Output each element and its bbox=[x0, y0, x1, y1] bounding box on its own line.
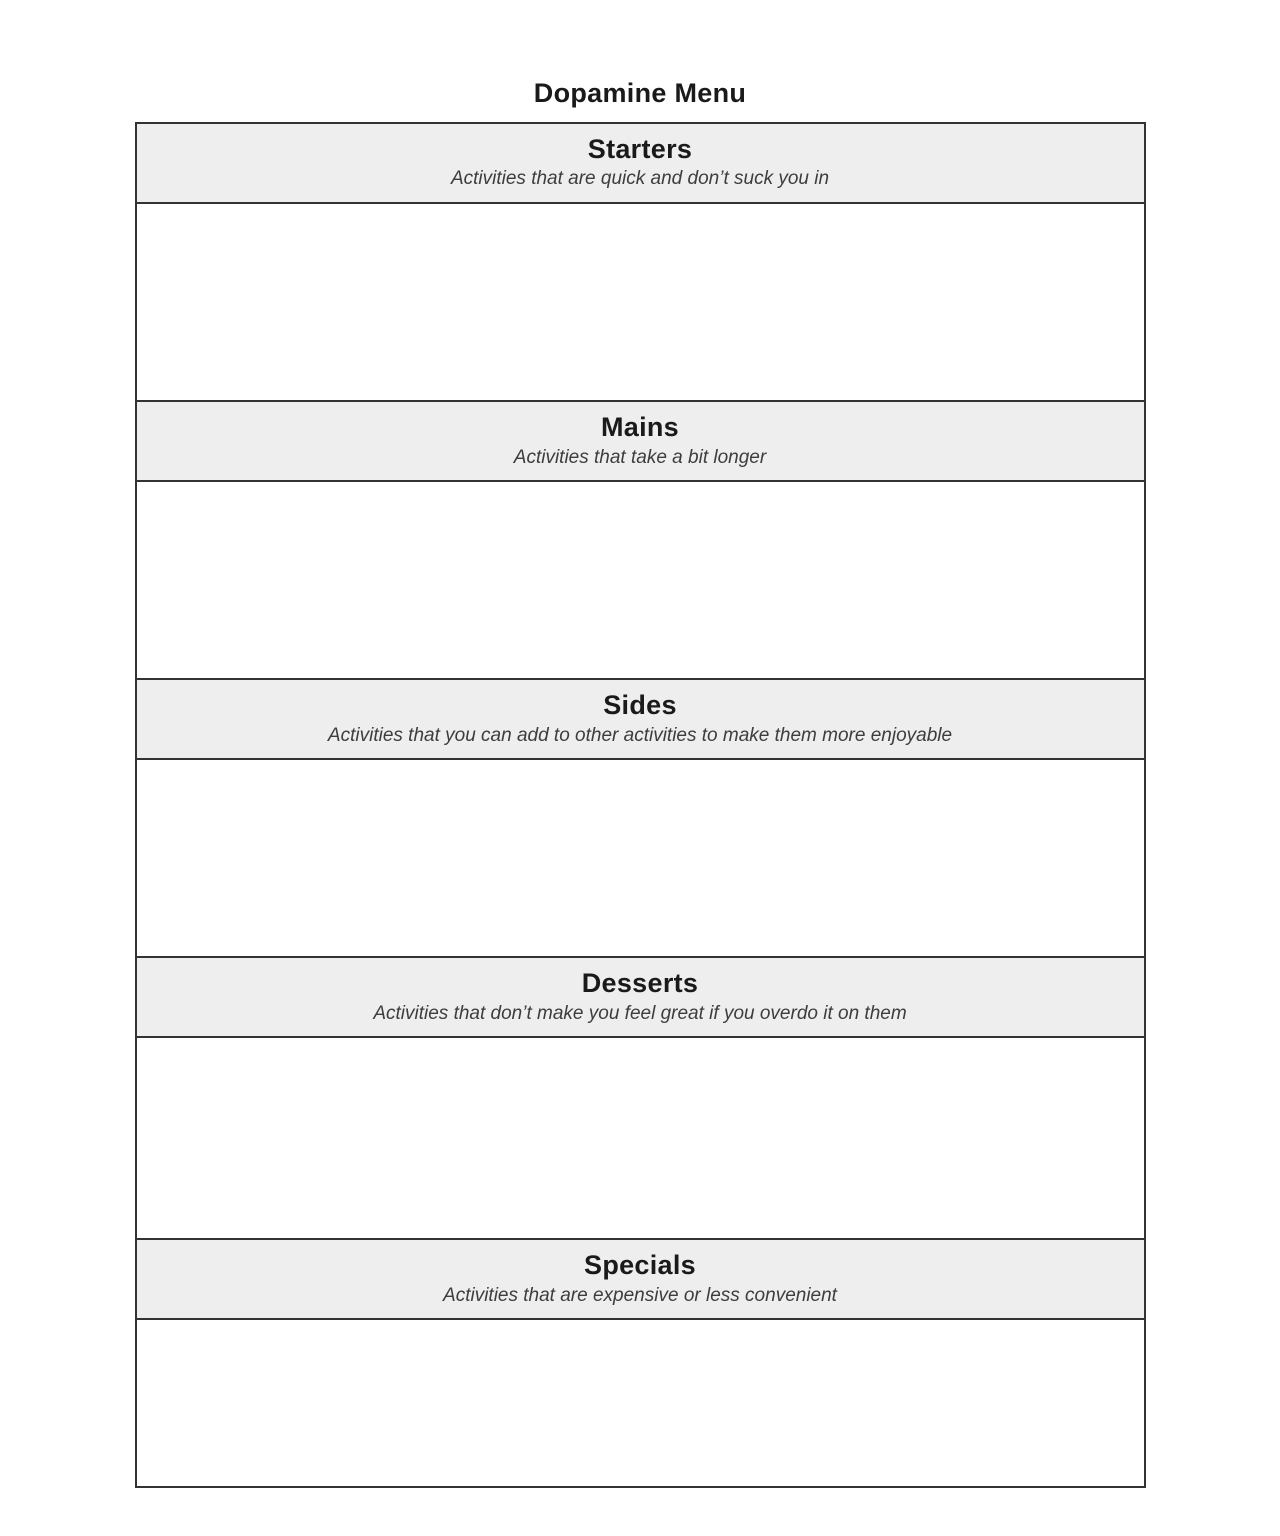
section-writing-area-sides bbox=[137, 760, 1144, 956]
dopamine-menu-table bbox=[135, 122, 1146, 1488]
section-writing-area-desserts bbox=[137, 1038, 1144, 1238]
section-header-specials bbox=[137, 1238, 1144, 1320]
section-title: Sides bbox=[603, 690, 677, 721]
menu-section-specials bbox=[137, 1238, 1144, 1486]
section-title: Mains bbox=[600, 412, 680, 443]
section-title: Starters bbox=[587, 134, 693, 165]
menu-section-starters bbox=[137, 124, 1144, 400]
section-description: Activities that don’t make you feel great if you overdo it on them bbox=[373, 1002, 907, 1024]
section-title: Desserts bbox=[581, 968, 699, 999]
page-title: Dopamine Menu bbox=[533, 78, 747, 108]
section-title: Specials bbox=[584, 1250, 696, 1281]
section-header-desserts bbox=[137, 956, 1144, 1038]
section-description: Activities that are quick and don’t suck you in bbox=[450, 168, 830, 190]
menu-section-sides bbox=[137, 678, 1144, 956]
menu-section-mains bbox=[137, 400, 1144, 678]
section-header-mains bbox=[137, 400, 1144, 482]
section-header-starters bbox=[137, 124, 1144, 204]
section-description: Activities that take a bit longer bbox=[513, 446, 767, 468]
section-writing-area-starters bbox=[137, 204, 1144, 400]
section-description: Activities that you can add to other activities to make them more enjoyable bbox=[327, 724, 953, 746]
section-writing-area-mains bbox=[137, 482, 1144, 678]
section-description: Activities that are expensive or less convenient bbox=[443, 1284, 837, 1306]
menu-section-desserts bbox=[137, 956, 1144, 1238]
section-header-sides bbox=[137, 678, 1144, 760]
section-writing-area-specials bbox=[137, 1320, 1144, 1486]
